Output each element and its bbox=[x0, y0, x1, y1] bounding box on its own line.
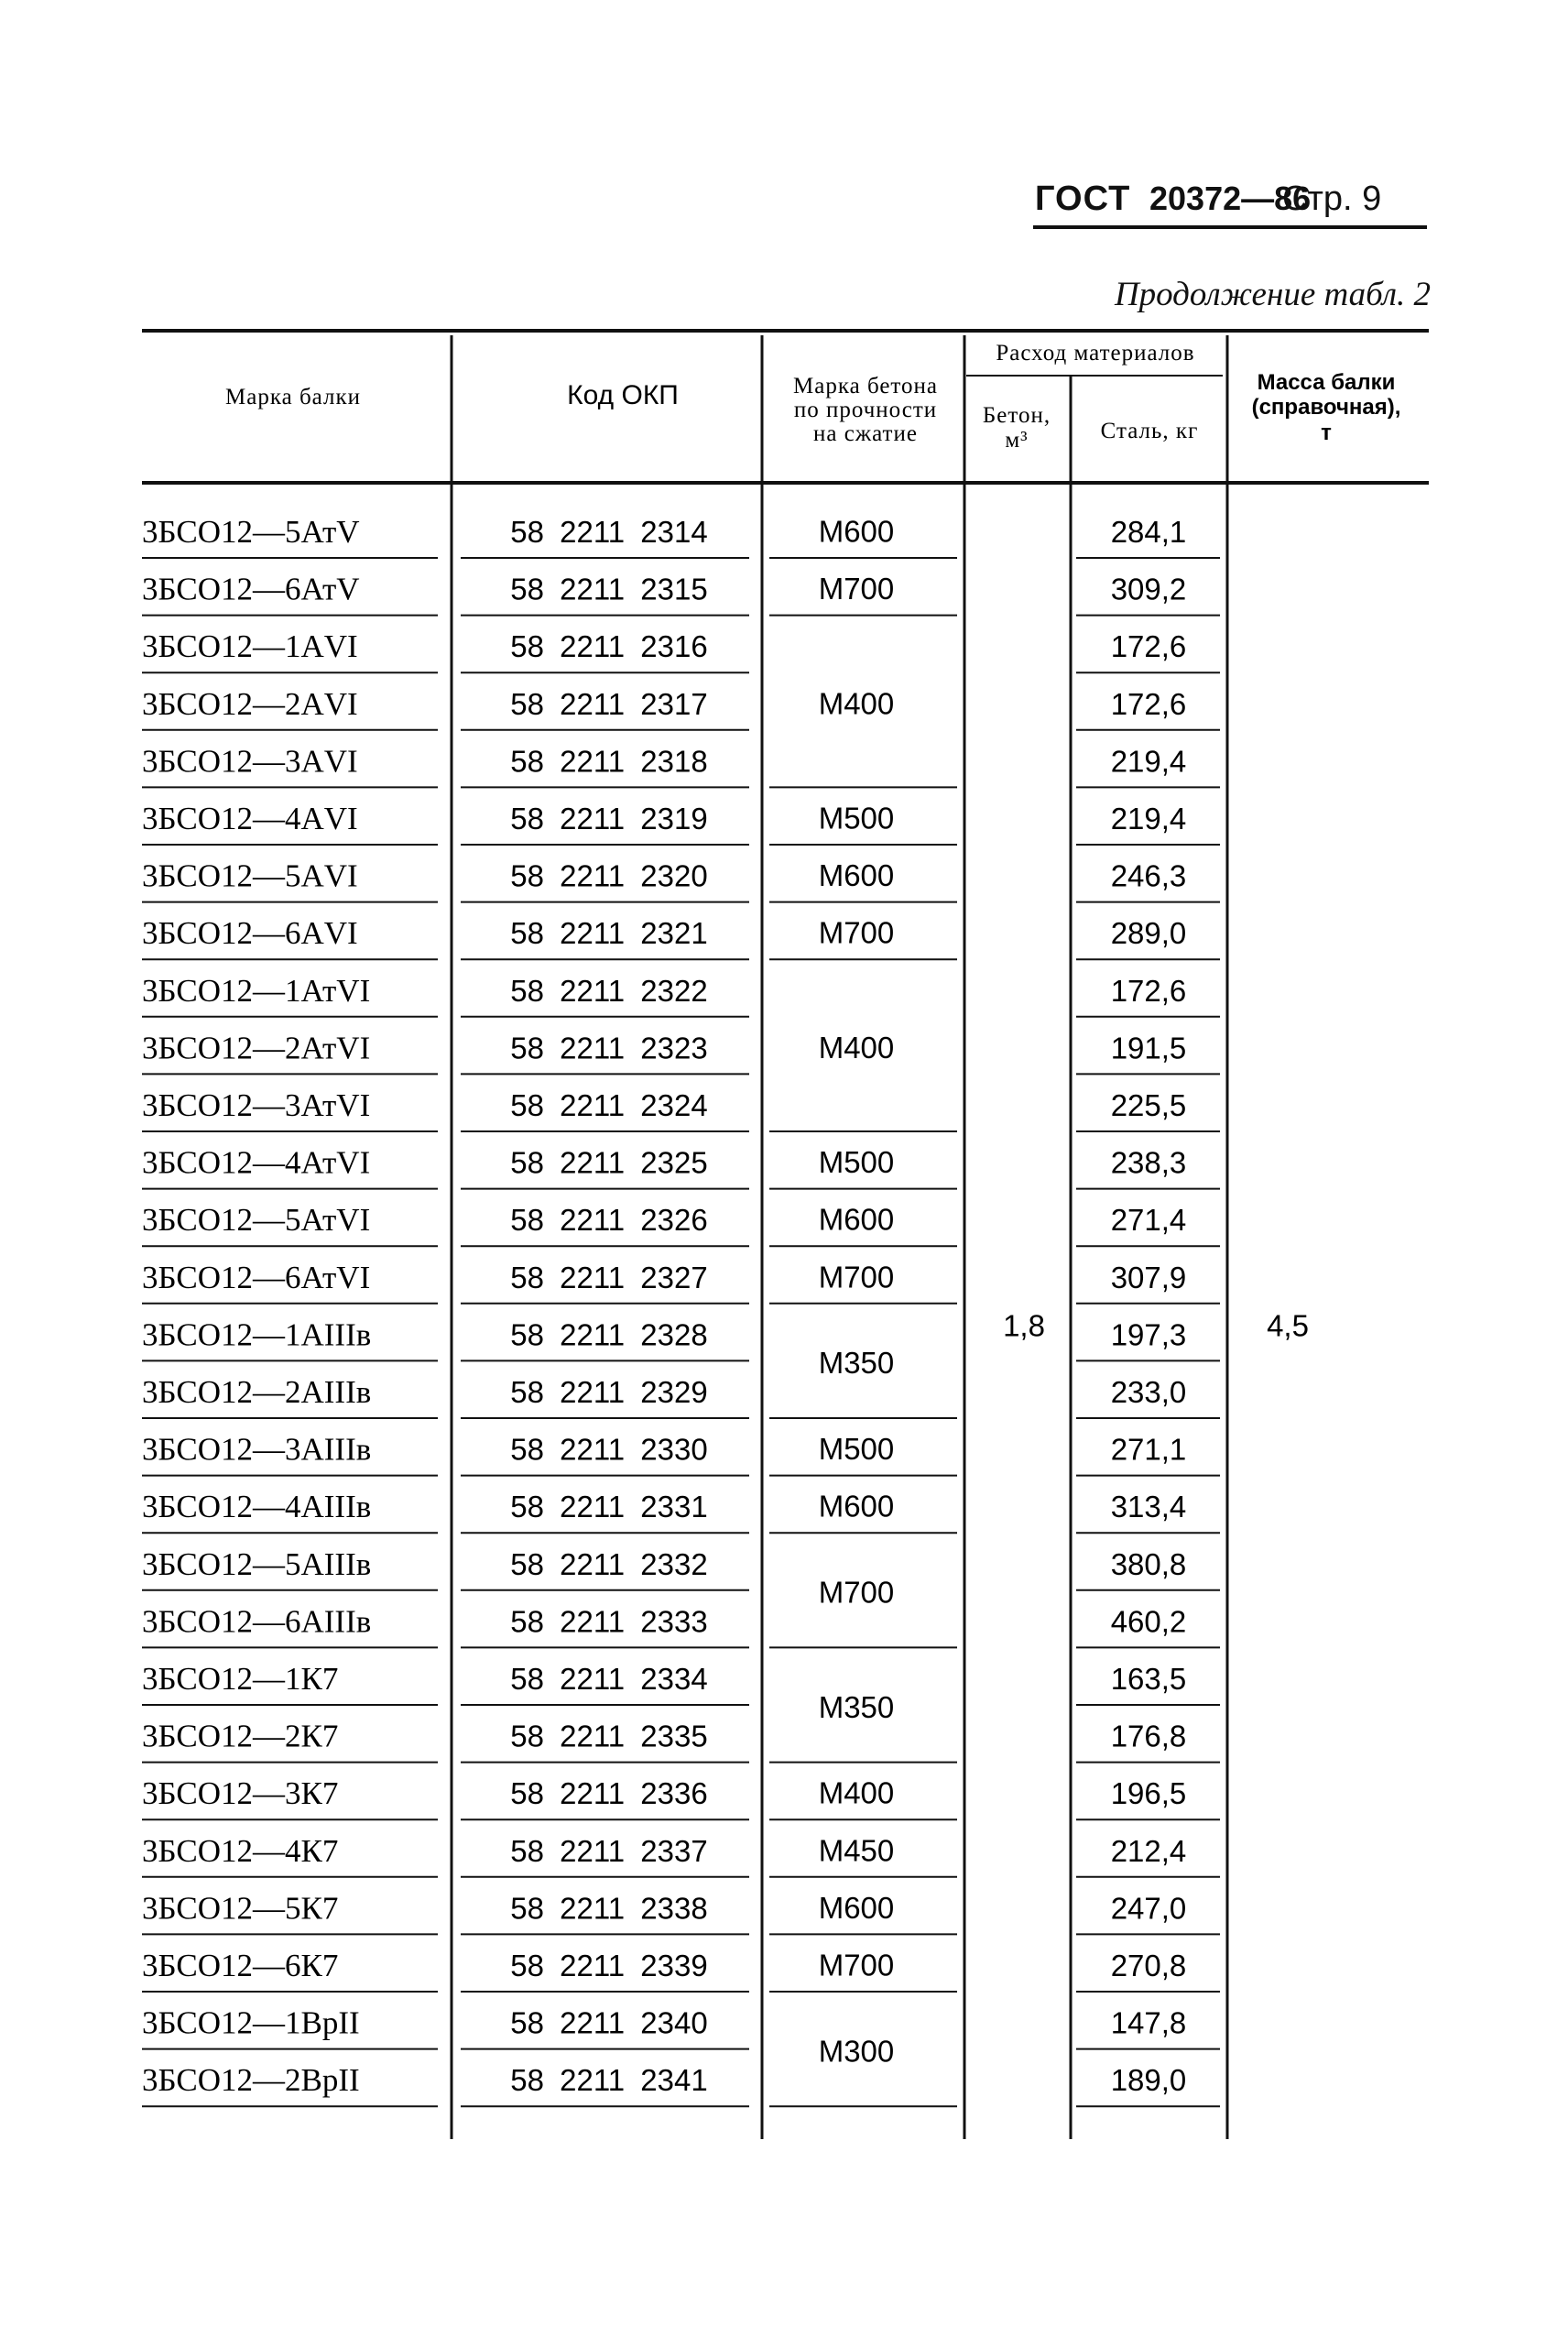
beam-mark: 3БСО12—1АVI bbox=[142, 628, 358, 665]
beam-mass: 4,5 bbox=[1267, 1308, 1309, 1343]
concrete-grade: М600 bbox=[818, 1890, 895, 1925]
steel-mass: 284,1 bbox=[1110, 515, 1187, 549]
col-header-mass-line2: (справочная), bbox=[1251, 395, 1401, 420]
steel-mass: 196,5 bbox=[1110, 1776, 1187, 1811]
steel-mass: 247,0 bbox=[1110, 1891, 1187, 1926]
okp-code: 58 2211 2332 bbox=[510, 1546, 708, 1581]
col-header-mass-line1: Масса балки bbox=[1257, 370, 1396, 395]
beam-mark: 3БСО12—4К7 bbox=[142, 1832, 339, 1869]
steel-mass: 197,3 bbox=[1110, 1317, 1187, 1352]
okp-code: 58 2211 2327 bbox=[510, 1260, 708, 1294]
concrete-grade: М700 bbox=[818, 1948, 895, 1982]
beam-mark: 3БСО12—6АIIIв bbox=[142, 1603, 372, 1640]
beam-mark: 3БСО12—4АIIIв bbox=[142, 1489, 372, 1525]
steel-mass: 225,5 bbox=[1110, 1088, 1187, 1122]
beam-mark: 3БСО12—3АIIIв bbox=[142, 1431, 372, 1468]
steel-mass: 309,2 bbox=[1110, 572, 1187, 606]
col-header-concrete-line2: м³ bbox=[1005, 428, 1029, 453]
standard-number: 20372—86 bbox=[1149, 180, 1312, 217]
table-continuation-caption: Продолжение табл. 2 bbox=[1114, 276, 1431, 313]
beam-mark: 3БСО12—5АIIIв bbox=[142, 1545, 372, 1582]
steel-mass: 238,3 bbox=[1110, 1145, 1187, 1180]
okp-code: 58 2211 2322 bbox=[510, 973, 708, 1008]
steel-mass: 172,6 bbox=[1110, 629, 1187, 664]
okp-code: 58 2211 2319 bbox=[510, 802, 708, 835]
col-header-mass-line3: т bbox=[1321, 420, 1332, 445]
concrete-grade: М700 bbox=[818, 915, 895, 950]
steel-mass: 289,0 bbox=[1110, 916, 1187, 951]
steel-mass: 307,9 bbox=[1110, 1260, 1187, 1294]
okp-code: 58 2211 2316 bbox=[510, 629, 708, 664]
beam-mark: 3БСО12—5АVI bbox=[142, 857, 358, 894]
okp-code: 58 2211 2323 bbox=[510, 1031, 708, 1065]
okp-code: 58 2211 2336 bbox=[510, 1776, 708, 1811]
steel-mass: 147,8 bbox=[1110, 2005, 1187, 2040]
concrete-grade: М700 bbox=[818, 1575, 895, 1610]
beam-mark: 3БСО12—3АтVI bbox=[142, 1087, 371, 1123]
okp-code: 58 2211 2340 bbox=[510, 2005, 708, 2040]
steel-mass: 163,5 bbox=[1110, 1662, 1187, 1696]
steel-mass: 191,5 bbox=[1110, 1031, 1187, 1065]
steel-mass: 233,0 bbox=[1110, 1375, 1187, 1409]
steel-mass: 460,2 bbox=[1110, 1604, 1187, 1639]
concrete-grade: М300 bbox=[818, 2034, 895, 2069]
okp-code: 58 2211 2321 bbox=[510, 916, 708, 951]
okp-code: 58 2211 2338 bbox=[510, 1891, 708, 1926]
okp-code: 58 2211 2330 bbox=[510, 1432, 708, 1467]
okp-code: 58 2211 2324 bbox=[510, 1088, 708, 1122]
okp-code: 58 2211 2329 bbox=[510, 1375, 708, 1409]
steel-mass: 219,4 bbox=[1110, 744, 1187, 779]
beam-mark: 3БСО12—1ВрII bbox=[142, 2004, 360, 2041]
concrete-grade: М500 bbox=[818, 1145, 895, 1180]
beam-mark: 3БСО12—2К7 bbox=[142, 1718, 339, 1754]
steel-mass: 246,3 bbox=[1110, 858, 1187, 893]
beam-mark: 3БСО12—2АVI bbox=[142, 685, 358, 722]
col-header-grade-line3: на сжатие bbox=[813, 421, 918, 446]
beam-mark: 3БСО12—5АтVI bbox=[142, 1202, 371, 1239]
okp-code: 58 2211 2318 bbox=[510, 744, 708, 779]
col-header-concrete-line1: Бетон, bbox=[982, 403, 1051, 428]
beam-mark: 3БСО12—4АтVI bbox=[142, 1144, 371, 1181]
okp-code: 58 2211 2315 bbox=[510, 572, 708, 606]
beam-mark: 3БСО12—1АтVI bbox=[142, 972, 371, 1009]
concrete-grade: М400 bbox=[818, 1775, 895, 1810]
concrete-volume: 1,8 bbox=[1003, 1308, 1045, 1343]
beam-mark: 3БСО12—2АIIIв bbox=[142, 1374, 372, 1410]
okp-code: 58 2211 2314 bbox=[510, 515, 708, 549]
steel-mass: 271,4 bbox=[1110, 1203, 1187, 1238]
concrete-grade: М700 bbox=[818, 1260, 895, 1294]
beam-mark: 3БСО12—5К7 bbox=[142, 1890, 339, 1927]
beam-mark: 3БСО12—5АтV bbox=[142, 514, 360, 550]
concrete-grade: М350 bbox=[818, 1346, 895, 1381]
col-header-grade-line2: по прочности bbox=[793, 398, 938, 422]
okp-code: 58 2211 2337 bbox=[510, 1833, 708, 1868]
beam-mark: 3БСО12—1К7 bbox=[142, 1661, 339, 1697]
col-header-grade-line1: Марка бетона bbox=[793, 374, 938, 399]
okp-code: 58 2211 2328 bbox=[510, 1317, 708, 1352]
beam-mark: 3БСО12—6АтVI bbox=[142, 1259, 371, 1295]
concrete-grade: М400 bbox=[818, 1030, 895, 1065]
steel-mass: 189,0 bbox=[1110, 2063, 1187, 2098]
beam-mark: 3БСО12—6К7 bbox=[142, 1948, 339, 1983]
beam-mark: 3БСО12—2АтVI bbox=[142, 1030, 371, 1066]
steel-mass: 219,4 bbox=[1110, 802, 1187, 835]
steel-mass: 172,6 bbox=[1110, 973, 1187, 1008]
beam-mark: 3БСО12—1АIIIв bbox=[142, 1316, 372, 1353]
concrete-grade: М500 bbox=[818, 1432, 895, 1467]
okp-code: 58 2211 2317 bbox=[510, 686, 708, 721]
okp-code: 58 2211 2325 bbox=[510, 1145, 708, 1180]
concrete-grade: М600 bbox=[818, 858, 895, 893]
okp-code: 58 2211 2331 bbox=[510, 1490, 708, 1524]
steel-mass: 271,1 bbox=[1110, 1432, 1187, 1467]
beam-mark: 3БСО12—4АVI bbox=[142, 801, 358, 836]
col-header-consumption: Расход материалов bbox=[996, 341, 1195, 366]
concrete-grade: М400 bbox=[818, 686, 895, 721]
okp-code: 58 2211 2339 bbox=[510, 1949, 708, 1982]
concrete-grade: М600 bbox=[818, 1489, 895, 1523]
col-header-okp: Код ОКП bbox=[567, 380, 679, 410]
col-header-steel: Сталь, кг bbox=[1100, 419, 1199, 443]
page-number: Стр. 9 bbox=[1282, 180, 1382, 218]
beam-mark: 3БСО12—6АтV bbox=[142, 571, 360, 607]
concrete-grade: М350 bbox=[818, 1689, 895, 1724]
beam-mark: 3БСО12—3К7 bbox=[142, 1775, 339, 1812]
okp-code: 58 2211 2334 bbox=[510, 1662, 708, 1696]
concrete-grade: М600 bbox=[818, 1202, 895, 1237]
table-body bbox=[142, 514, 1309, 2106]
beam-mark: 3БСО12—3АVI bbox=[142, 743, 358, 780]
steel-mass: 172,6 bbox=[1110, 686, 1187, 721]
steel-mass: 176,8 bbox=[1110, 1719, 1187, 1753]
beam-mark: 3БСО12—2ВрII bbox=[142, 2062, 360, 2099]
steel-mass: 313,4 bbox=[1110, 1490, 1187, 1524]
col-header-beam: Марка балки bbox=[225, 385, 361, 410]
concrete-grade: М450 bbox=[818, 1833, 895, 1868]
okp-code: 58 2211 2326 bbox=[510, 1203, 708, 1238]
steel-mass: 270,8 bbox=[1110, 1949, 1187, 1982]
okp-code: 58 2211 2341 bbox=[510, 2063, 708, 2098]
beam-mark: 3БСО12—6АVI bbox=[142, 915, 358, 952]
steel-mass: 380,8 bbox=[1110, 1546, 1187, 1581]
standard-label: ГОСТ bbox=[1035, 180, 1131, 218]
steel-mass: 212,4 bbox=[1110, 1833, 1187, 1868]
concrete-grade: М700 bbox=[818, 572, 895, 606]
concrete-grade: М500 bbox=[818, 801, 895, 835]
okp-code: 58 2211 2320 bbox=[510, 858, 708, 893]
okp-code: 58 2211 2333 bbox=[510, 1604, 708, 1639]
okp-code: 58 2211 2335 bbox=[510, 1719, 708, 1753]
concrete-grade: М600 bbox=[818, 514, 895, 549]
